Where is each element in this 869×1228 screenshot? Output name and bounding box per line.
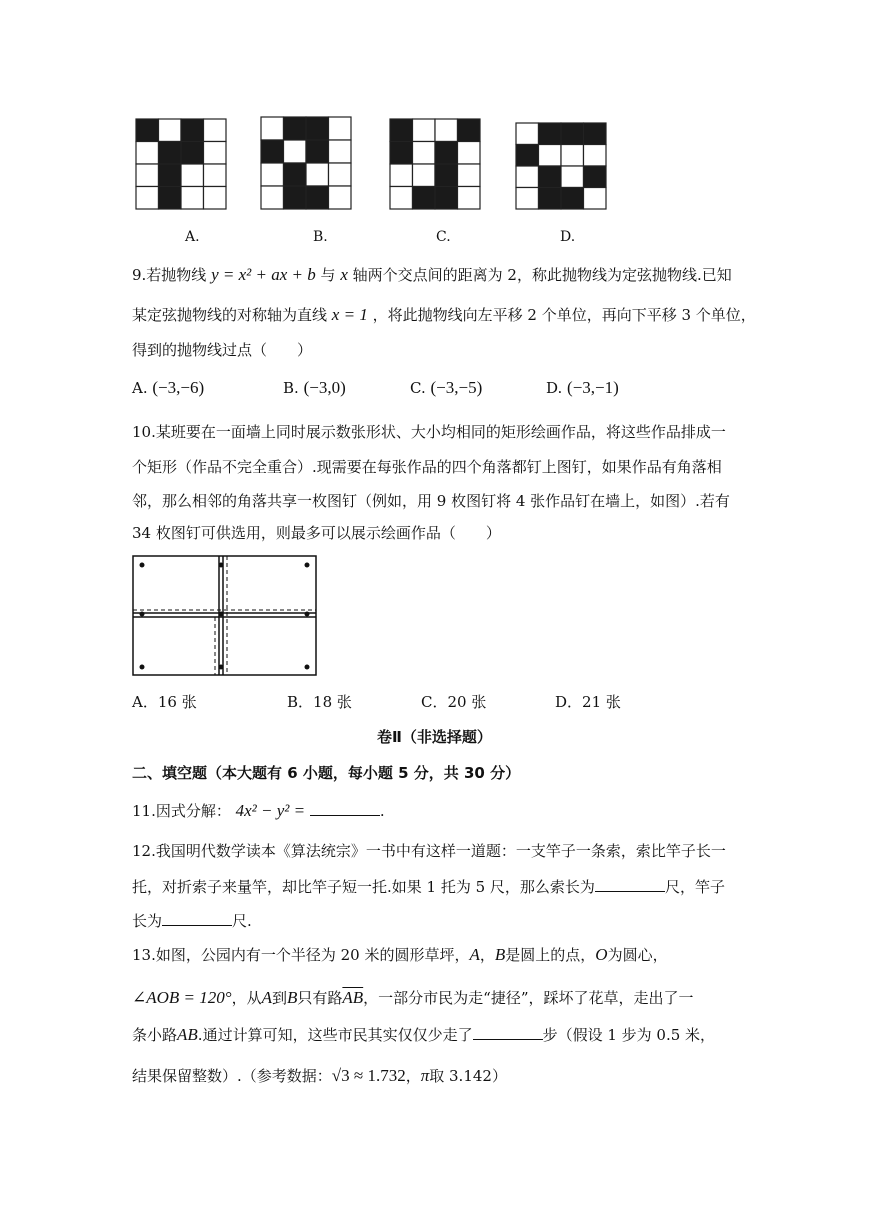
q10-option-b: B．18 张 bbox=[287, 693, 352, 711]
grid-cell-white bbox=[516, 166, 539, 188]
q13-text: ， bbox=[479, 946, 495, 964]
pin bbox=[305, 665, 310, 670]
grid-cell-white bbox=[390, 164, 413, 187]
grid-cell-black bbox=[390, 119, 413, 142]
grid-cell-black bbox=[159, 187, 182, 210]
q9-line-3: 得到的抛物线过点（ ） bbox=[132, 341, 313, 359]
grid-cell-white bbox=[435, 119, 458, 142]
point-a: A bbox=[261, 988, 272, 1007]
grid-cell-white bbox=[329, 140, 352, 163]
q8-option-b-label: B. bbox=[313, 229, 328, 245]
grid-cell-white bbox=[516, 188, 539, 210]
grid-cell-black bbox=[435, 142, 458, 165]
grid-cell-white bbox=[204, 187, 227, 210]
q9-line-1 bbox=[132, 265, 732, 285]
grid-cell-black bbox=[284, 117, 307, 140]
grid-cell-white bbox=[413, 142, 436, 165]
grid-cell-white bbox=[458, 164, 481, 187]
q13-text: 为圆心， bbox=[607, 946, 668, 964]
grid-cell-black bbox=[539, 188, 562, 210]
q9-text: ，将此抛物线向左平移 2 个单位，再向下平移 3 个单位， bbox=[372, 306, 756, 324]
section-heading: 二、填空题（本大题有 6 小题，每小题 5 分，共 30 分） bbox=[132, 764, 521, 782]
arc-ab: $\overline{AB}$ bbox=[342, 988, 364, 1007]
grid-cell-black bbox=[435, 164, 458, 187]
q13-text: 结果保留整数）.（参考数据： bbox=[132, 1067, 332, 1085]
q12-pole-length-blank[interactable] bbox=[162, 911, 232, 926]
q10-pinned-artworks-figure bbox=[130, 553, 320, 679]
q9-option-a bbox=[132, 378, 204, 398]
grid-cell-white bbox=[561, 145, 584, 167]
grid-cell-white bbox=[516, 123, 539, 145]
pin bbox=[140, 612, 145, 617]
option-value: (−3,−5) bbox=[430, 378, 483, 397]
grid-cell-white bbox=[306, 163, 329, 186]
q13-text: ，一部分市民为走“捷径”，踩坏了花草，走出了一 bbox=[363, 989, 694, 1007]
grid-cell-black bbox=[539, 123, 562, 145]
q8-figure-a bbox=[135, 118, 227, 210]
q9-x-variable: x bbox=[340, 265, 348, 284]
q9-text: 9.若抛物线 bbox=[132, 266, 207, 284]
q12-line-1: 12.我国明代数学读本《算法统宗》一书中有这样一道题：一支竿子一条索，索比竿子长一 bbox=[132, 842, 726, 860]
grid-cell-black bbox=[435, 187, 458, 210]
grid-cell-white bbox=[390, 187, 413, 210]
sqrt3-approx: √3 ≈ 1.732 bbox=[331, 1066, 406, 1085]
option-label: A. bbox=[132, 379, 148, 397]
option-value: (−3,0) bbox=[303, 378, 346, 397]
artwork-frame bbox=[133, 556, 316, 675]
q8-option-d-label: D. bbox=[560, 229, 576, 245]
q10-option-a: A．16 张 bbox=[132, 693, 197, 711]
q13-text: 取 3.142） bbox=[429, 1067, 507, 1085]
q8-figure-c bbox=[389, 118, 481, 210]
pin bbox=[305, 563, 310, 568]
grid-cell-black bbox=[159, 164, 182, 187]
q13-text: ， bbox=[405, 1067, 421, 1085]
q9-option-d bbox=[546, 378, 619, 398]
grid-cell-white bbox=[261, 186, 284, 209]
q11-suffix: . bbox=[379, 802, 385, 820]
point-b: B bbox=[286, 988, 298, 1007]
section-title: 卷Ⅱ（非选择题） bbox=[377, 728, 492, 746]
q9-option-b bbox=[283, 378, 346, 398]
q13-line-2 bbox=[132, 988, 694, 1008]
grid-cell-white bbox=[261, 117, 284, 140]
point-o: O bbox=[595, 945, 608, 964]
grid-cell-white bbox=[204, 164, 227, 187]
option-label: B. bbox=[283, 379, 299, 397]
grid-cell-black bbox=[413, 187, 436, 210]
grid-cell-black bbox=[159, 142, 182, 165]
grid-cell-white bbox=[284, 140, 307, 163]
q10-option-c: C．20 张 bbox=[421, 693, 487, 711]
q12-line-3 bbox=[132, 911, 252, 931]
grid-cell-white bbox=[136, 164, 159, 187]
q13-text: 步（假设 1 步为 0.5 米， bbox=[542, 1026, 716, 1044]
point-a: A bbox=[469, 945, 480, 964]
grid-cell-black bbox=[284, 163, 307, 186]
grid-cell-black bbox=[561, 123, 584, 145]
grid-cell-white bbox=[204, 142, 227, 165]
grid-cell-white bbox=[204, 119, 227, 142]
grid-cell-white bbox=[181, 164, 204, 187]
q9-line-2 bbox=[132, 305, 756, 325]
q12-text: 尺. bbox=[232, 912, 252, 930]
q12-text: 长为 bbox=[132, 912, 163, 930]
grid-cell-white bbox=[329, 117, 352, 140]
option-value: (−3,−1) bbox=[567, 378, 619, 397]
option-label: D. bbox=[546, 379, 563, 397]
grid-cell-black bbox=[181, 142, 204, 165]
q11-expression: 4x² − y² = bbox=[235, 801, 306, 820]
q13-line-4 bbox=[132, 1066, 507, 1086]
q8-option-c-label: C. bbox=[436, 229, 451, 245]
q10-line-3: 邻，那么相邻的角落共享一枚图钉（例如，用 9 枚图钉将 4 张作品钉在墙上，如图）.若有 bbox=[132, 492, 730, 510]
pin bbox=[140, 563, 145, 568]
grid-cell-white bbox=[159, 119, 182, 142]
grid-cell-black bbox=[584, 166, 607, 188]
q12-text: 托，对折索子来量竿，却比竿子短一托.如果 1 托为 5 尺，那么索长为 bbox=[132, 878, 595, 896]
q10-line-2: 个矩形（作品不完全重合）.现需要在每张作品的四个角落都钉上图钉，如果作品有角落相 bbox=[132, 458, 722, 476]
q12-rope-length-blank[interactable] bbox=[595, 877, 665, 892]
option-label: C. bbox=[410, 379, 426, 397]
pin bbox=[219, 665, 224, 670]
q13-text: .通过计算可知，这些市民其实仅仅少走了 bbox=[197, 1026, 473, 1044]
grid-cell-white bbox=[458, 142, 481, 165]
grid-cell-white bbox=[329, 186, 352, 209]
pin bbox=[305, 612, 310, 617]
grid-cell-black bbox=[516, 145, 539, 167]
grid-cell-black bbox=[306, 117, 329, 140]
grid-cell-white bbox=[458, 187, 481, 210]
grid-cell-white bbox=[413, 119, 436, 142]
q12-text: 尺，竿子 bbox=[664, 878, 725, 896]
pin bbox=[219, 612, 224, 617]
pin bbox=[140, 665, 145, 670]
q13-text: 是圆上的点， bbox=[505, 946, 596, 964]
grid-cell-black bbox=[136, 119, 159, 142]
option-value: (−3,−6) bbox=[152, 378, 205, 397]
q8-figure-b bbox=[260, 116, 352, 210]
point-b: B bbox=[494, 945, 506, 964]
grid-cell-white bbox=[181, 187, 204, 210]
q13-answer-blank[interactable] bbox=[473, 1025, 543, 1040]
q11-answer-blank[interactable] bbox=[310, 801, 380, 816]
q9-parabola-equation: y = x² + ax + b bbox=[211, 265, 316, 284]
grid-cell-black bbox=[539, 166, 562, 188]
grid-cell-white bbox=[329, 163, 352, 186]
grid-cell-white bbox=[561, 166, 584, 188]
grid-cell-black bbox=[181, 119, 204, 142]
q13-line-1 bbox=[132, 945, 668, 965]
q13-line-3 bbox=[132, 1025, 715, 1045]
q12-line-2 bbox=[132, 877, 725, 897]
grid-cell-white bbox=[584, 145, 607, 167]
grid-cell-white bbox=[539, 145, 562, 167]
q9-text: 某定弦抛物线的对称轴为直线 bbox=[132, 306, 328, 324]
grid-cell-white bbox=[584, 188, 607, 210]
grid-cell-black bbox=[261, 140, 284, 163]
grid-cell-white bbox=[261, 163, 284, 186]
grid-cell-black bbox=[306, 140, 329, 163]
question-11 bbox=[132, 801, 385, 821]
angle-aob: ∠AOB = 120° bbox=[132, 988, 232, 1007]
grid-cell-white bbox=[136, 187, 159, 210]
q13-text: ，从 bbox=[231, 989, 262, 1007]
q10-line-4: 34 枚图钉可供选用，则最多可以展示绘画作品（ ） bbox=[132, 524, 501, 542]
grid-cell-white bbox=[413, 164, 436, 187]
q13-text: 只有路 bbox=[297, 989, 343, 1007]
q9-axis-equation: x = 1 bbox=[331, 305, 368, 324]
q9-text: 轴两个交点间的距离为 2，称此抛物线为定弦抛物线.已知 bbox=[352, 266, 732, 284]
grid-cell-black bbox=[584, 123, 607, 145]
grid-cell-black bbox=[284, 186, 307, 209]
grid-cell-black bbox=[458, 119, 481, 142]
q13-text: 到 bbox=[271, 989, 287, 1007]
segment-ab: AB bbox=[177, 1025, 198, 1044]
q13-text: 13.如图，公园内有一个半径为 20 米的圆形草坪， bbox=[132, 946, 470, 964]
q10-option-d: D．21 张 bbox=[555, 693, 621, 711]
q9-text: 与 bbox=[320, 266, 336, 284]
grid-cell-white bbox=[136, 142, 159, 165]
q8-figure-d bbox=[515, 122, 607, 210]
grid-cell-black bbox=[390, 142, 413, 165]
pi-symbol: π bbox=[420, 1066, 430, 1085]
grid-cell-black bbox=[561, 188, 584, 210]
q8-option-a-label: A. bbox=[185, 229, 200, 245]
pin bbox=[219, 563, 224, 568]
grid-cell-black bbox=[306, 186, 329, 209]
q13-text: 条小路 bbox=[132, 1026, 178, 1044]
q10-line-1: 10.某班要在一面墙上同时展示数张形状、大小均相同的矩形绘画作品，将这些作品排成一 bbox=[132, 423, 726, 441]
q11-prefix: 11.因式分解： bbox=[132, 802, 231, 820]
q9-option-c bbox=[410, 378, 482, 398]
